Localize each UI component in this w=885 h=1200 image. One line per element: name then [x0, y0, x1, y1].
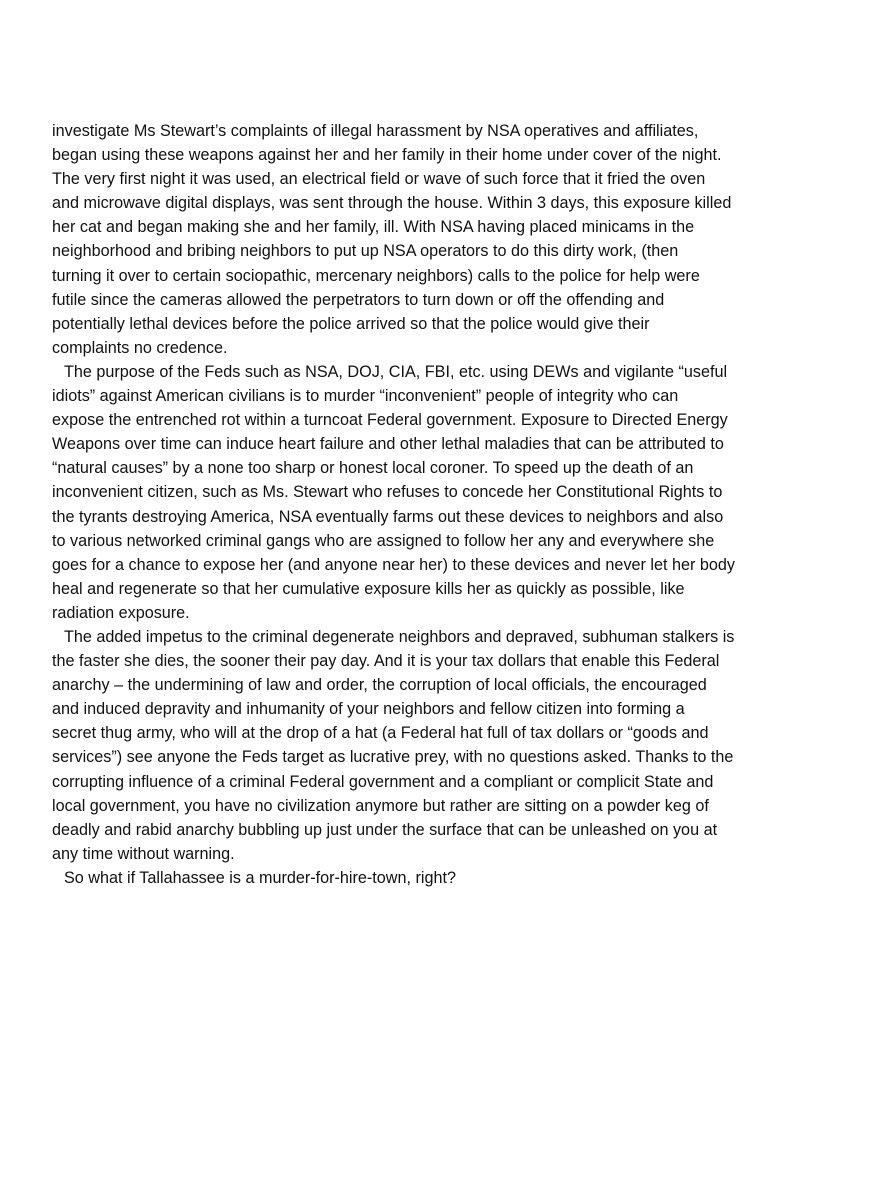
text-line: futile since the cameras allowed the perpetrators to turn down or off the offending and [52, 290, 665, 309]
text-line: local government, you have no civilization anymore but rather are sitting on a powder keg of [52, 796, 709, 815]
body-text [52, 119, 842, 890]
text-line: inconvenient citizen, such as Ms. Stewart who refuses to concede her Constitutional Rights to [52, 483, 723, 502]
text-line: anarchy – the undermining of law and order, the corruption of local officials, the encouraged [52, 676, 707, 695]
paragraph-first-line: So what if Tallahassee is a murder-for-hire-town, right? [64, 868, 456, 887]
text-line: idiots” against American civilians is to murder “inconvenient” people of integrity who can [52, 387, 679, 406]
text-line: corrupting influence of a criminal Federal government and a compliant or complicit State and [52, 772, 714, 791]
text-line: and microwave digital displays, was sent through the house. Within 3 days, this exposure killed [52, 194, 732, 213]
text-line: the tyrants destroying America, NSA eventually farms out these devices to neighbors and also [52, 507, 724, 526]
text-line: potentially lethal devices before the police arrived so that the police would give their [52, 314, 650, 333]
text-line: secret thug army, who will at the drop of a hat (a Federal hat full of tax dollars or “goods and [52, 724, 709, 743]
text-line: Weapons over time can induce heart failure and other lethal maladies that can be attributed to [52, 435, 724, 454]
text-line: her cat and began making she and her family, ill. With NSA having placed minicams in the [52, 218, 695, 237]
text-line: services”) see anyone the Feds target as lucrative prey, with no questions asked. Thanks to the [52, 748, 734, 767]
text-line: complaints no credence. [52, 338, 228, 357]
text-line: and induced depravity and inhumanity of your neighbors and fellow citizen into forming a [52, 700, 685, 719]
text-line: any time without warning. [52, 844, 235, 863]
text-line: expose the entrenched rot within a turncoat Federal government. Exposure to Directed Energy [52, 411, 728, 430]
text-line: began using these weapons against her and her family in their home under cover of the night. [52, 146, 722, 165]
text-line: “natural causes” by a none too sharp or honest local coroner. To speed up the death of an [52, 459, 694, 478]
text-line: heal and regenerate so that her cumulative exposure kills her as quickly as possible, like [52, 579, 685, 598]
text-line: turning it over to certain sociopathic, mercenary neighbors) calls to the police for help were [52, 266, 700, 285]
text-line: radiation exposure. [52, 603, 190, 622]
text-line: deadly and rabid anarchy bubbling up just under the surface that can be unleashed on you at [52, 820, 718, 839]
text-line: to various networked criminal gangs who are assigned to follow her any and everywhere she [52, 531, 715, 550]
paragraph-first-line: The purpose of the Feds such as NSA, DOJ, CIA, FBI, etc. using DEWs and vigilante “useful [64, 362, 728, 381]
text-line: investigate Ms Stewart’s complaints of illegal harassment by NSA operatives and affiliates, [52, 122, 699, 140]
paragraph-first-line: The added impetus to the criminal degenerate neighbors and depraved, subhuman stalkers is [64, 627, 735, 646]
text-line: neighborhood and bribing neighbors to put up NSA operators to do this dirty work, (then [52, 242, 679, 261]
text-line: The very first night it was used, an electrical field or wave of such force that it fried the oven [52, 170, 706, 189]
text-line: the faster she dies, the sooner their pay day. And it is your tax dollars that enable this Federal [52, 652, 720, 671]
text-line: goes for a chance to expose her (and anyone near her) to these devices and never let her body [52, 555, 736, 574]
